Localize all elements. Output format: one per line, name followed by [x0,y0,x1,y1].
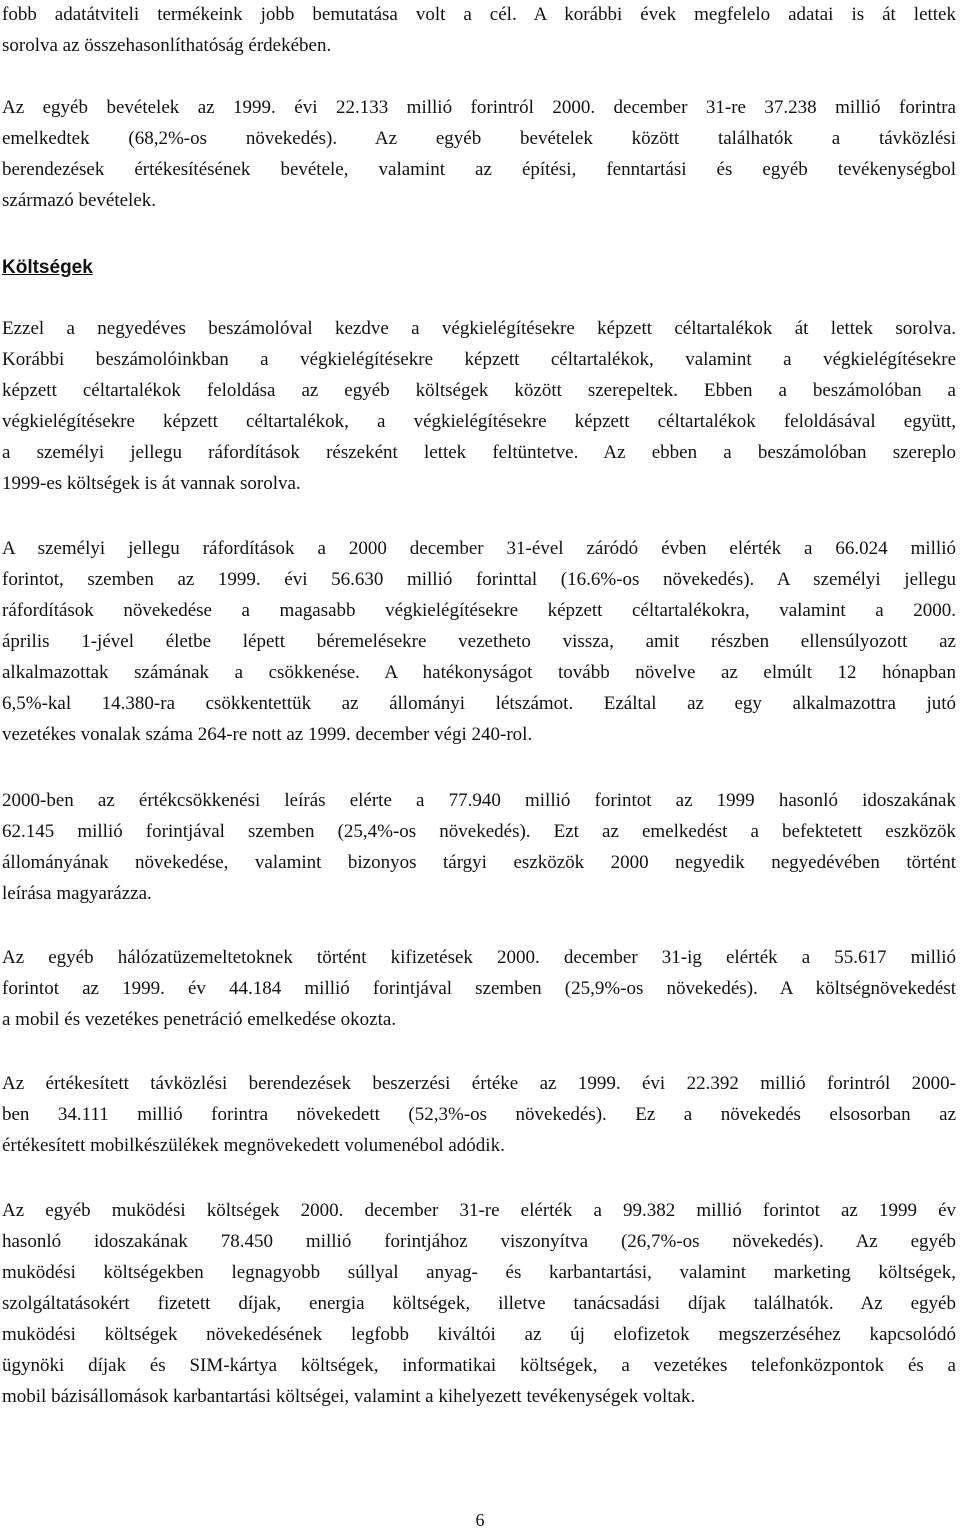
text-line: Ezzel a negyedéves beszámolóval kezdve a végkielégítésekre képzett céltartalékok át lettek sorolva. [2,318,956,339]
text-line: hasonló idoszakának 78.450 millió forintjához viszonyítva (26,7%-os növekedés). Az egyéb [2,1231,956,1252]
text-line: fobb adatátviteli termékeink jobb bemutatása volt a cél. A korábbi évek megfelelo adatai is át lettek [2,4,956,25]
text-line: Korábbi beszámolóinkban a végkielégítésekre képzett céltartalékok, valamint a végkielégítésekre [2,349,956,370]
text-line: emelkedtek (68,2%-os növekedés). Az egyéb bevételek között találhatók a távközlési [2,128,956,149]
paragraph-personnel-expenses [2,533,956,750]
text-line: a mobil és vezetékes penetráció emelkedése okozta. [2,1009,397,1030]
text-line: származó bevételek. [2,190,157,211]
text-line: alkalmazottak számának a csökkenése. A hatékonyságot tovább növelve az elmúlt 12 hónapban [2,662,956,683]
text-line: a személyi jellegu ráfordítások részeként lettek feltüntetve. Az ebben a beszámolóban szereplo [2,442,956,463]
text-line: szolgáltatásokért fizetett díjak, energia költségek, illetve tanácsadási díjak találhatók. Az egyéb [2,1293,956,1314]
text-line: muködési költségek növekedésének legfobb kiváltói az új elofizetok megszerzéséhez kapcsolódó [2,1324,956,1345]
text-line: forintot az 1999. év 44.184 millió forintjával szemben (25,9%-os növekedés). A költségnövekedést [2,978,956,999]
text-line: ben 34.111 millió forintra növekedett (52,3%-os növekedés). Ez a növekedés elsosorban az [2,1104,956,1125]
text-line: 1999-es költségek is át vannak sorolva. [2,473,301,494]
text-line: Az értékesített távközlési berendezések beszerzési értéke az 1999. évi 22.392 millió forintról 2000- [2,1073,956,1094]
text-line: 6,5%-kal 14.380-ra csökkentettük az állományi létszámot. Ezáltal az egy alkalmazottra jutó [2,693,956,714]
text-line: április 1-jével életbe lépett béremelésekre vezetheto vissza, amit részben ellensúlyozott az [2,631,956,652]
text-line: 62.145 millió forintjával szemben (25,4%-os növekedés). Ezt az emelkedést a befektetett eszközök [2,821,956,842]
text-line: ügynöki díjak és SIM-kártya költségek, informatikai költségek, a vezetékes telefonközpontok és a [2,1355,956,1376]
text-line: vezetékes vonalak száma 264-re nott az 1999. december végi 240-rol. [2,724,533,745]
paragraph-other-revenues [2,92,956,216]
text-line: Az egyéb bevételek az 1999. évi 22.133 millió forintról 2000. december 31-re 37.238 millió forintra [2,97,956,118]
text-line: berendezések értékesítésének bevétele, valamint az építési, fenntartási és egyéb tevékenységbol [2,159,956,180]
paragraph-equipment-cost [2,1068,956,1161]
text-line: Az egyéb muködési költségek 2000. december 31-re elérték a 99.382 millió forintot az 1999 év [2,1200,956,1221]
paragraph-depreciation [2,785,956,909]
paragraph-intro-continuation [2,0,956,61]
text-line: képzett céltartalékok feloldása az egyéb költségek között szerepeltek. Ebben a beszámolóban a [2,380,956,401]
text-line: Az egyéb hálózatüzemeltetoknek történt kifizetések 2000. december 31-ig elérték a 55.617 millió [2,947,956,968]
paragraph-operator-payments [2,942,956,1035]
text-line: 2000-ben az értékcsökkenési leírás elérte a 77.940 millió forintot az 1999 hasonló idoszakának [2,790,956,811]
text-line: forintot, szemben az 1999. évi 56.630 millió forinttal (16.6%-os növekedés). A személyi jellegu [2,569,956,590]
paragraph-other-operating-expenses [2,1195,956,1412]
paragraph-reclassification [2,313,956,499]
text-line: állományának növekedése, valamint bizonyos tárgyi eszközök 2000 negyedik negyedévében történt [2,852,956,873]
page-number: 6 [475,1510,485,1530]
text-line: ráfordítások növekedése a magasabb végkielégítésekre képzett céltartalékokra, valamint a 2000. [2,600,956,621]
text-line: leírása magyarázza. [2,883,152,904]
section-heading-costs: Költségek [2,257,93,278]
text-line: muködési költségekben legnagyobb súllyal anyag- és karbantartási, valamint marketing költségek, [2,1262,956,1283]
text-line: értékesített mobilkészülékek megnövekedett volumenébol adódik. [2,1135,505,1156]
text-line: mobil bázisállomások karbantartási költségei, valamint a kihelyezett tevékenységek voltak. [2,1386,696,1407]
text-line: A személyi jellegu ráfordítások a 2000 december 31-ével záródó évben elérték a 66.024 millió [2,538,956,559]
text-line: sorolva az összehasonlíthatóság érdekében. [2,35,332,56]
text-line: végkielégítésekre képzett céltartalékok, a végkielégítésekre képzett céltartalékok feloldásával együtt, [2,411,956,432]
